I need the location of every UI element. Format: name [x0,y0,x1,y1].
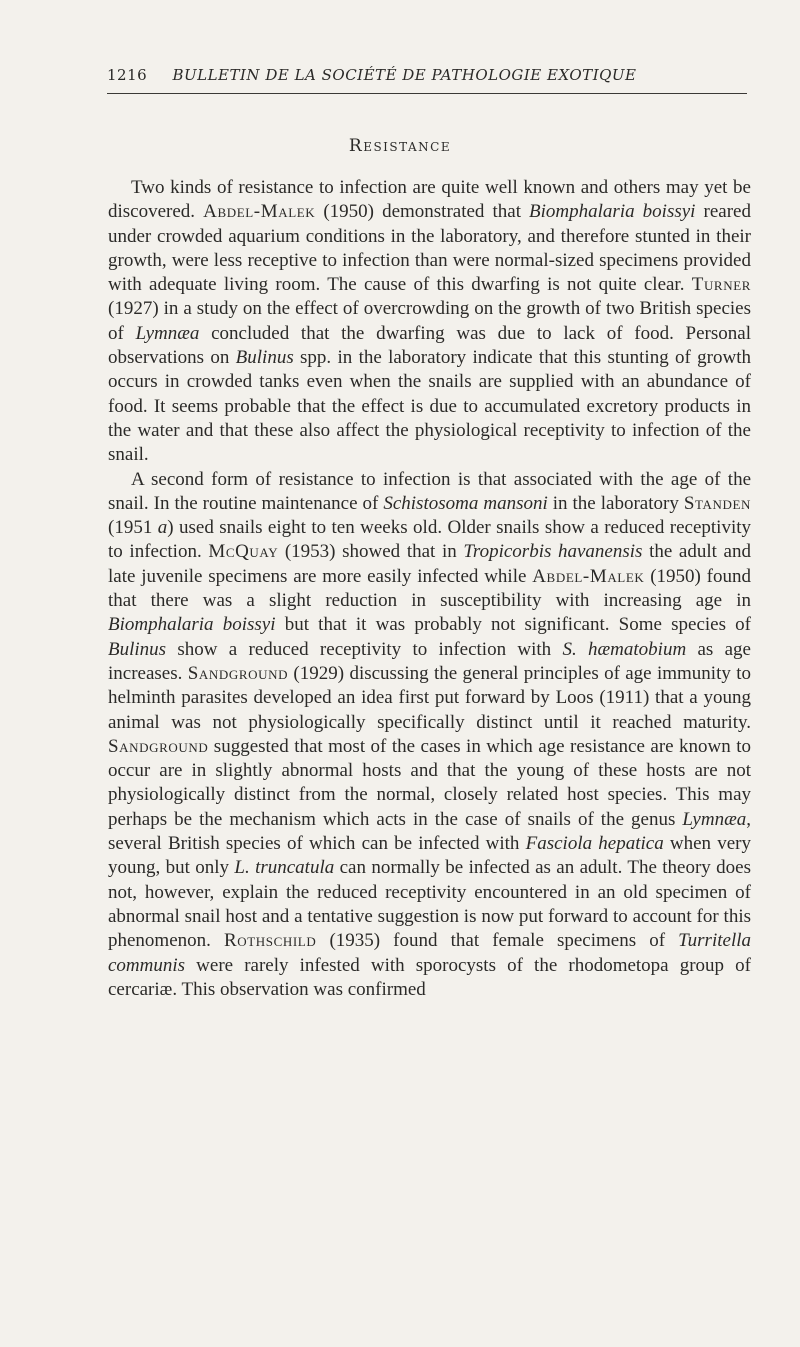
species-name: S. hæmatobium [562,638,687,660]
text-run: in the laboratory [547,492,684,514]
header-rule [107,93,747,94]
text-run: as age increases. [108,638,751,684]
species-name: Schistosoma mansoni [383,492,548,514]
text-run: (1951 [108,517,158,539]
text-run: concluded that the dwarfing was due to lack of food. Personal observations on [108,322,751,369]
species-name: Bulinus [108,638,167,660]
paragraph [108,176,751,468]
text-run: (1950) found that there was a slight reduction in susceptibility with increasing age in [108,565,752,612]
text-run: ) used snails eight to ten weeks old. Older snails show a reduced receptivity to infection. [108,517,751,563]
text-run: Two kinds of resistance to infection are quite well known and others may yet be discovered. [108,177,751,223]
species-name: Biomphalaria boissyi [529,201,696,223]
text-run: spp. in the laboratory indicate that this stunting of growth occurs in crowded tanks even when the snails are supplied with an abundance of food. It seems probable that the effect is due to accumulated excretory products in the water and that these also affect the physiological receptivity to infection of the snail. [108,347,751,466]
author-name: Turner [691,274,751,296]
text-run: were rarely infested with sporocysts of the rhodometopa group of cercariæ. This observation was confirmed [108,954,751,1000]
body-text [108,176,751,1002]
species-name: Bulinus [235,347,294,369]
species-name: L. truncatula [234,857,335,879]
text-run: (1927) in a study on the effect of overcrowding on the growth of two British species of [108,298,751,344]
species-name: Turritella communis [108,930,751,976]
text-run: A second form of resistance to infection is that associated with the age of the snail. In the routine maintenance of [108,468,751,514]
journal-title: BULLETIN DE LA SOCIÉTÉ DE PATHOLOGIE EXOTIQUE [172,66,637,84]
text-run: (1950) demonstrated that [315,201,530,223]
species-name: Lymnæa [135,322,200,344]
text-run: (1929) discussing the general principles of age immunity to helminth parasites developed an idea first put forward by Loos (1911) that a young animal was not physiologically specifically distinct until it reached maturity. [108,662,751,733]
text-run: (1935) found that female specimens of [316,930,679,952]
author-name: Rothschild [224,930,317,952]
author-name: Abdel-Malek [203,201,316,223]
text-run: the adult and late juvenile specimens are more easily infected while [108,541,751,587]
species-name: Fasciola hepatica [525,833,664,855]
page-number: 1216 [107,66,148,84]
running-head [107,66,747,92]
author-name: Sandground [187,662,289,684]
species-name: Tropicorbis havanensis [463,541,643,563]
author-name: Sandground [108,735,209,757]
section-title: Resistance [348,136,452,156]
author-name: McQuay [208,541,279,563]
species-name: Biomphalaria boissyi [108,614,276,636]
text-run: but that it was probably not significant. Some species of [275,614,751,636]
text-run: suggested that most of the cases in which age resistance are known to occur are in slightly abnormal hosts and that the young of these hosts are not physiologically distinct from the normal, closely related host species. This may perhaps be the mechanism which acts in the case of snails of the genus [108,735,751,830]
author-name: Standen [683,492,751,514]
text-run: when very young, but only [108,833,752,879]
text-run: can normally be infected as an adult. The theory does not, however, explain the reduced receptivity encountered in an old specimen of abnormal snail host and a tentative suggestion is now put forward to account for this phenomenon. [108,857,751,952]
paragraph [108,468,751,1003]
text-run: reared under crowded aquarium conditions in the laboratory, and therefore stunted in their growth, were less receptive to infection than were normal-sized specimens provided with adequate living room. The cause of this dwarfing is not quite clear. [108,201,751,296]
species-name: a [157,517,168,539]
text-run: (1953) showed that in [278,541,464,563]
author-name: Abdel-Malek [532,565,645,587]
species-name: Lymnæa [682,808,747,830]
text-run: , several British species of which can be infected with [108,808,751,855]
text-run: show a reduced receptivity to infection with [166,638,563,660]
